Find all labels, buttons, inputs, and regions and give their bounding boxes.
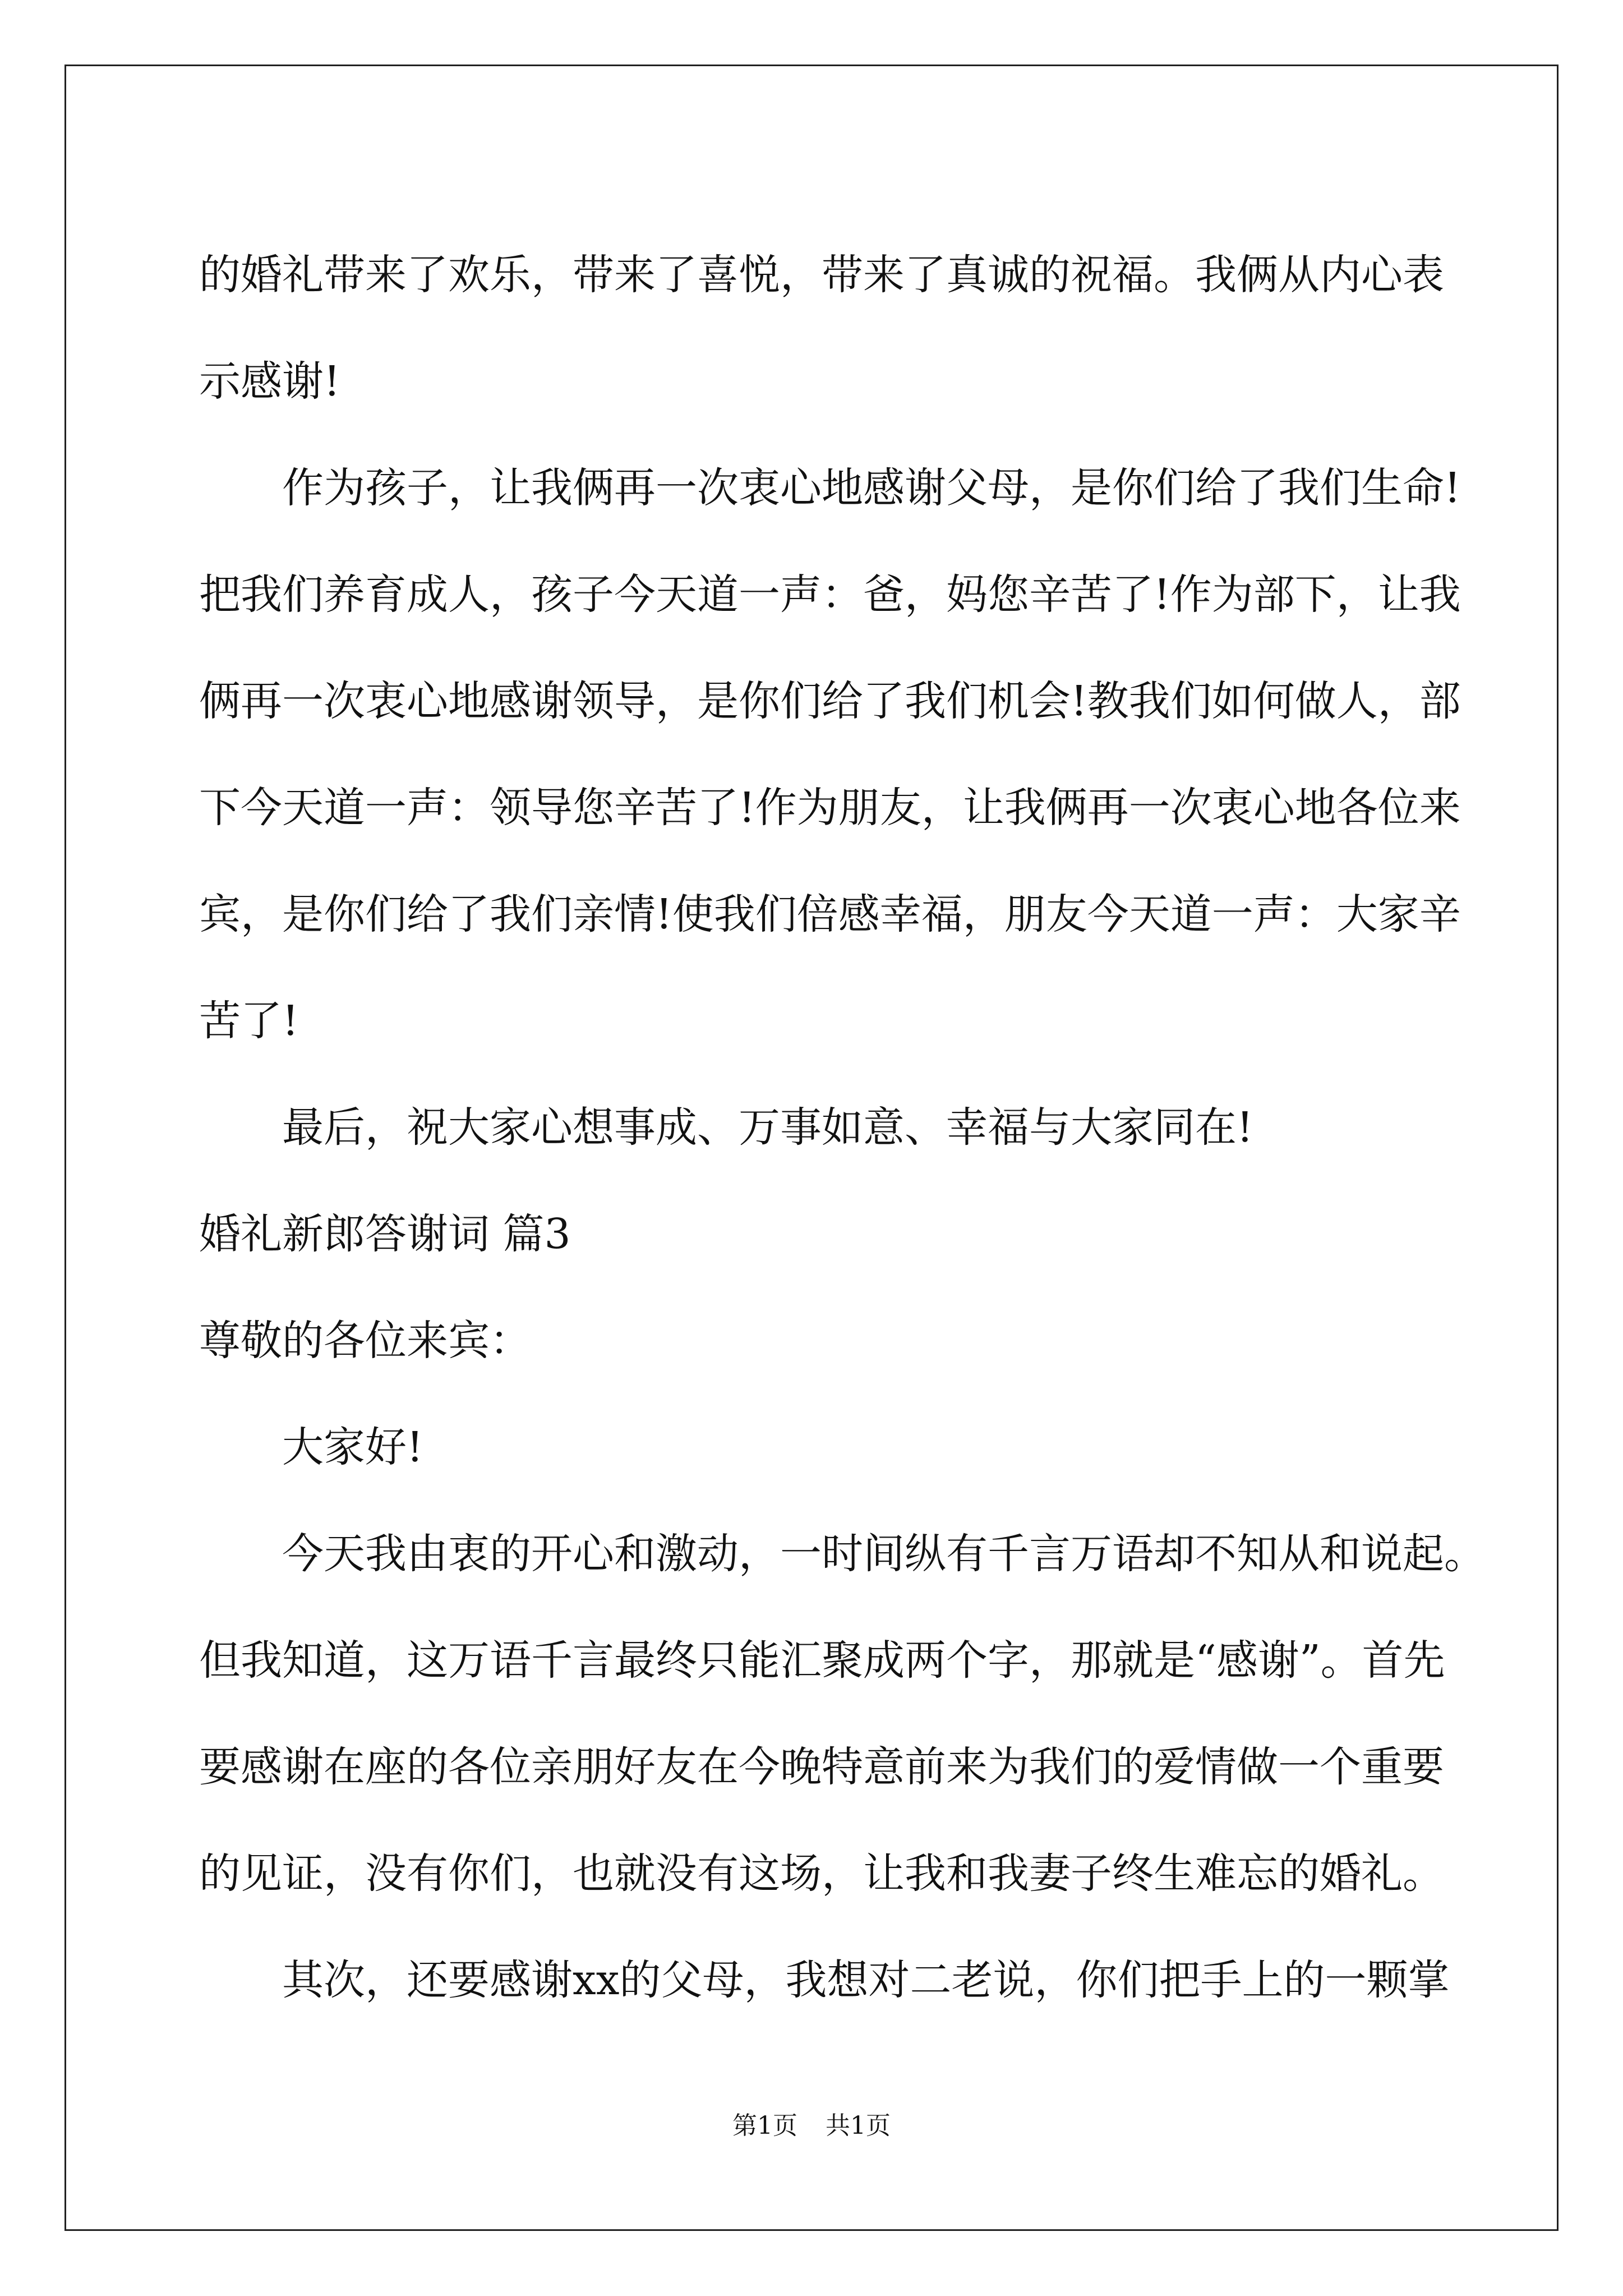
text-line: 其次，还要感谢xx的父母，我想对二老说，你们把手上的一颗掌 <box>282 1956 1450 2004</box>
text-line: 宾，是你们给了我们亲情!使我们倍感幸福，朋友今天道一声：大家辛 <box>199 890 1461 938</box>
text-line: 俩再一次衷心地感谢领导，是你们给了我们机会!教我们如何做人，部 <box>199 677 1461 725</box>
text-line: 苦了! <box>199 997 299 1045</box>
text-line: 的见证，没有你们，也就没有这场，让我和我妻子终生难忘的婚礼。 <box>199 1849 1444 1898</box>
document-body <box>199 222 1486 2033</box>
text-line: 但我知道，这万语千言最终只能汇聚成两个字，那就是“感谢”。首先 <box>199 1636 1445 1685</box>
text-line: 作为孩子，让我俩再一次衷心地感谢父母，是你们给了我们生命! <box>282 464 1461 512</box>
text-line: 的婚礼带来了欢乐，带来了喜悦，带来了真诚的祝福。我俩从内心表 <box>199 251 1444 299</box>
page-total: 共1页 <box>826 2111 891 2140</box>
page-footer <box>0 2109 1623 2143</box>
text-line: 今天我由衷的开心和激动，一时间纵有千言万语却不知从和说起。 <box>282 1530 1486 1578</box>
text-line: 把我们养育成人，孩子今天道一声：爸，妈您辛苦了!作为部下，让我 <box>199 570 1461 619</box>
salutation: 尊敬的各位来宾： <box>199 1317 531 1365</box>
page-number: 第1页 <box>732 2111 797 2140</box>
text-line: 要感谢在座的各位亲朋好友在今晚特意前来为我们的爱情做一个重要 <box>199 1743 1444 1791</box>
text-line: 下今天道一声：领导您辛苦了!作为朋友，让我俩再一次衷心地各位来 <box>199 784 1461 832</box>
greeting: 大家好! <box>282 1423 423 1471</box>
text-line: 最后，祝大家心想事成、万事如意、幸福与大家同在! <box>282 1103 1253 1152</box>
text-line: 示感谢! <box>199 357 340 406</box>
section-heading: 婚礼新郎答谢词 篇3 <box>199 1210 571 1258</box>
